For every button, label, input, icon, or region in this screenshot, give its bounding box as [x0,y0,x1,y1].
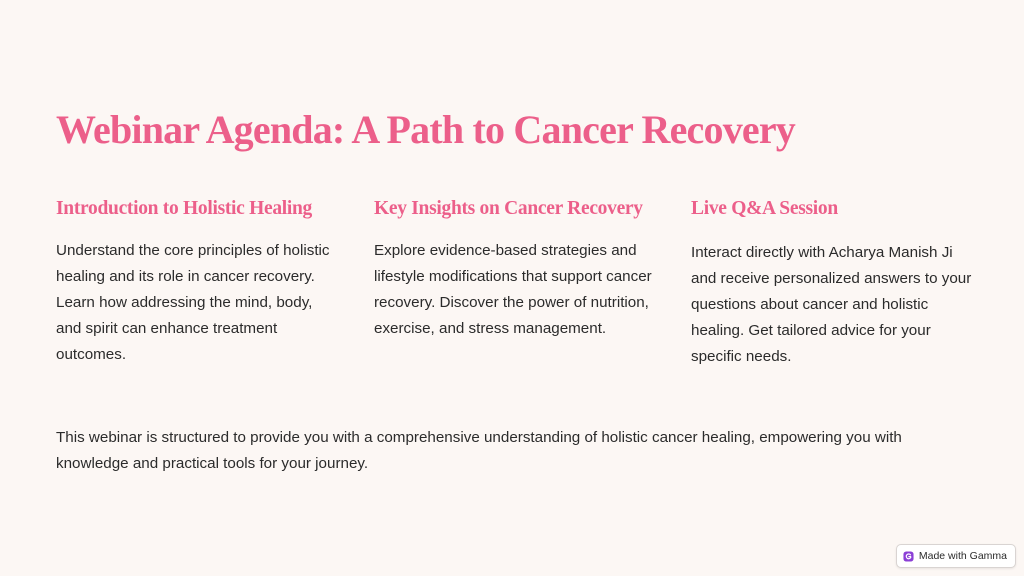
column-heading: Key Insights on Cancer Recovery [374,198,643,219]
column-description: Explore evidence-based strategies and lifestyle modifications that support cancer recovery. Discover the power of nutrition, exercise, and stress management. [374,242,652,337]
agenda-column-live-qa [691,195,976,370]
column-description: Interact directly with Acharya Manish Ji and receive personalized answers to your questions about cancer and holistic healing. Get tailored advice for your specific needs. [691,244,972,365]
column-heading: Live Q&A Session [691,198,838,219]
summary-text: This webinar is structured to provide you with a comprehensive understanding of holistic cancer healing, empowering you with knowledge and practical tools for your journey. [56,429,902,472]
column-description: Understand the core principles of holistic healing and its role in cancer recovery. Learn how addressing the mind, body, and spirit can enhance treatment outcomes. [56,242,330,363]
column-heading: Introduction to Holistic Healing [56,198,313,219]
gamma-logo-icon [903,551,914,562]
agenda-column-introduction [56,195,341,368]
slide-title: Webinar Agenda: A Path to Cancer Recovery [56,107,795,152]
badge-label: Made with Gamma [918,550,1007,562]
made-with-gamma-badge[interactable] [896,544,1016,568]
agenda-column-key-insights [374,195,659,342]
